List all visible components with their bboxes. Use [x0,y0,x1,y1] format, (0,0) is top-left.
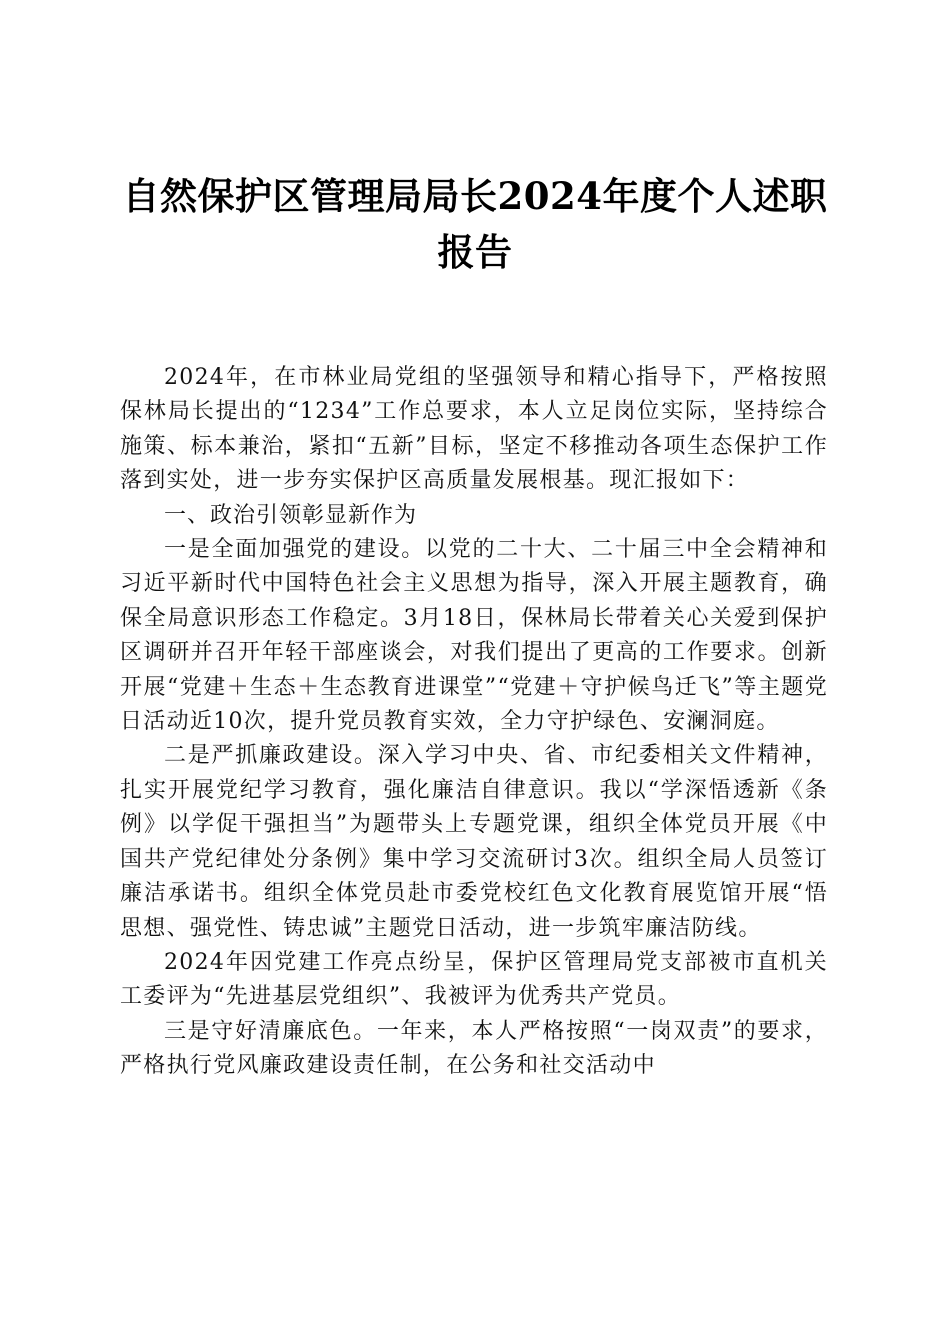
document-title: 自然保护区管理局局长2024年度个人述职报告 [122,174,828,274]
party-building-paragraph: 一是全面加强党的建设。以党的二十大、二十届三中全会精神和习近平新时代中国特色社会主义思想为指导，深入开展主题教育，确保全局意识形态工作稳定。3月18日，保林局长带着关心关爱到保护区调研并召开年轻干部座谈会，对我们提出了更高的工作要求。创新开展“党建＋生态＋生态教育进课堂”“党建＋守护候鸟迁飞”等主题党日活动近10次，提升党员教育实效，全力守护绿色、安澜洞庭。 [120,537,828,735]
intro-paragraph: 2024年，在市林业局党组的坚强领导和精心指导下，严格按照保林局长提出的“1234”工作总要求，本人立足岗位实际，坚持综合施策、标本兼治，紧扣“五新”目标，坚定不移推动各项生态保护工作落到实处，进一步夯实保护区高质量发展根基。现汇报如下： [120,365,828,494]
section-heading: 一、政治引领彰显新作为 [164,502,418,528]
document-body [120,361,828,1084]
award-paragraph: 2024年因党建工作亮点纷呈，保护区管理局党支部被市直机关工委评为“先进基层党组织”、我被评为优秀共产党员。 [120,949,828,1010]
integrity-paragraph: 二是严抓廉政建设。深入学习中央、省、市纪委相关文件精神，扎实开展党纪学习教育，强化廉洁自律意识。我以“学深悟透新《条例》以学促干强担当”为题带头上专题党课，组织全体党员开展《中国共产党纪律处分条例》集中学习交流研讨3次。组织全局人员签订廉洁承诺书。组织全体党员赴市委党校红色文化教育展览馆开展“悟思想、强党性、铸忠诚”主题党日活动，进一步筑牢廉洁防线。 [120,743,828,941]
clean-governance-paragraph: 三是守好清廉底色。一年来，本人严格按照“一岗双责”的要求，严格执行党风廉政建设责任制，在公务和社交活动中 [120,1018,828,1079]
